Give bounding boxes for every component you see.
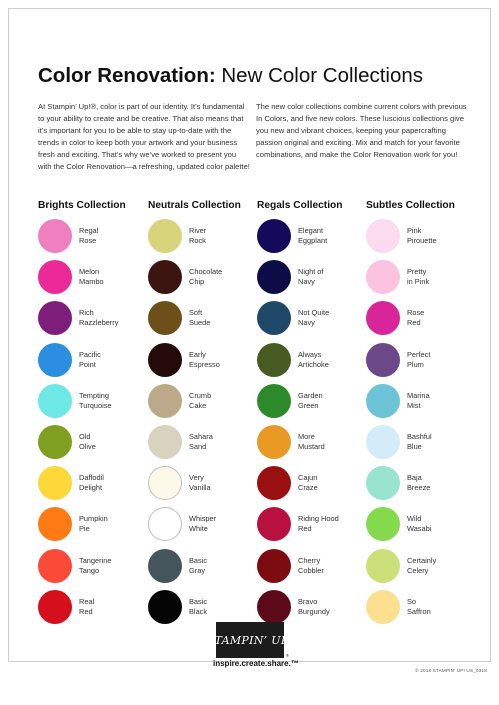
swatch-label-river-rock: River Rock [189, 226, 207, 245]
page-title [38, 64, 468, 88]
swatch-pink-pirouette [366, 219, 400, 253]
neutrals-collection-heading: Neutrals Collection [148, 200, 241, 211]
swatch-label-so-saffron: So Saffron [407, 596, 431, 616]
swatch-label-more-mustard: More Mustard [298, 432, 325, 451]
swatch-old-olive [38, 425, 72, 459]
swatch-label-daffodil-delight: Daffodil Delight [79, 473, 104, 493]
swatch-label-regal-rose: Regal Rose [79, 226, 99, 245]
swatch-label-marina-mist: Marina Mist [407, 390, 430, 410]
swatch-very-vanilla [148, 466, 182, 500]
swatch-label-tangerine-tango: Tangerine Tango [79, 555, 112, 575]
swatch-cherry-cobbler [257, 549, 291, 583]
swatch-label-cherry-cobbler: Cherry Cobbler [298, 555, 324, 575]
swatch-sahara-sand [148, 425, 182, 459]
swatch-cajun-craze [257, 466, 291, 500]
logo-registered-mark: ® [286, 653, 289, 658]
swatch-label-bashful-blue: Bashful Blue [407, 432, 432, 451]
swatch-label-old-olive: Old Olive [79, 432, 96, 451]
brights-collection-heading: Brights Collection [38, 200, 126, 211]
swatch-bashful-blue [366, 425, 400, 459]
swatch-label-not-quite-navy: Not Quite Navy [298, 308, 330, 328]
swatch-label-pink-pirouette: Pink Pirouette [407, 226, 437, 245]
swatch-label-chocolate-chip: Chocolate Chip [189, 267, 223, 287]
swatch-label-bravo-burgundy: Bravo Burgundy [298, 596, 330, 616]
intro-left-paragraph: At Stampin’ Up!®, color is part of our identity. It’s fundamental to your ability to create and be creative. That also means that it’s important for you to be able to stay up-to-date with the trends in color to keep both your artwork and your business fresh and exciting. That’s why we’ve worked to present you with the Color Renovation—a refreshing, updated color palette! [38, 102, 250, 172]
swatch-label-pretty-in-pink: Pretty in Pink [407, 267, 430, 287]
swatch-label-perfect-plum: Perfect Plum [407, 349, 431, 369]
swatch-label-sahara-sand: Sahara Sand [189, 432, 213, 451]
swatch-tangerine-tango [38, 549, 72, 583]
subtles-collection-heading: Subtles Collection [366, 200, 455, 211]
swatch-marina-mist [366, 384, 400, 418]
swatch-label-tempting-turquoise: Tempting Turquoise [79, 390, 112, 410]
swatch-label-pumpkin-pie: Pumpkin Pie [79, 514, 108, 534]
swatch-label-wild-wasabi: Wild Wasabi [407, 514, 432, 534]
swatch-real-red [38, 590, 72, 624]
swatch-label-night-of-navy: Night of Navy [298, 267, 324, 287]
swatch-label-riding-hood-red: Riding Hood Red [298, 514, 339, 534]
swatch-label-crumb-cake: Crumb Cake [189, 390, 212, 410]
swatch-label-melon-mambo: Melon Mambo [79, 267, 104, 287]
title-regular: New Color Collections [221, 64, 424, 87]
swatch-certainly-celery [366, 549, 400, 583]
swatch-label-basic-gray: Basic Gray [189, 555, 208, 575]
swatch-label-early-espresso: Early Espresso [189, 349, 220, 369]
swatch-label-baja-breeze: Baja Breeze [407, 473, 431, 493]
swatch-label-real-red: Real Red [79, 596, 95, 616]
swatch-label-pacific-point: Pacific Point [79, 349, 101, 369]
swatch-elegant-eggplant [257, 219, 291, 253]
swatch-river-rock [148, 219, 182, 253]
title-bold: Color Renovation: [38, 64, 216, 87]
swatch-label-cajun-craze: Cajun Craze [298, 473, 318, 493]
stampin-up-logo [206, 622, 294, 658]
swatch-label-rose-red: Rose Red [407, 308, 425, 328]
swatch-regal-rose [38, 219, 72, 253]
swatch-label-whisper-white: Whisper White [189, 514, 217, 534]
swatch-night-of-navy [257, 260, 291, 294]
swatch-baja-breeze [366, 466, 400, 500]
swatch-label-soft-suede: Soft Suede [189, 308, 211, 328]
swatch-label-garden-green: Garden Green [298, 390, 323, 410]
swatch-melon-mambo [38, 260, 72, 294]
swatch-early-espresso [148, 343, 182, 377]
swatch-label-basic-black: Basic Black [189, 596, 208, 616]
swatch-tempting-turquoise [38, 384, 72, 418]
tagline: inspire.create.share.™ [213, 659, 299, 668]
intro-right-paragraph: The new color collections combine current colors with previous In Colors, and five new colors. These luscious collections give you new and vibrant choices, keeping your papercrafting passion original and exciting. Mix and match for your favorite combinations, and make the Color Renovation work for you! [256, 102, 467, 160]
swatch-pretty-in-pink [366, 260, 400, 294]
regals-collection-heading: Regals Collection [257, 200, 343, 211]
swatch-daffodil-delight [38, 466, 72, 500]
swatch-label-rich-razzleberry: Rich Razzleberry [79, 308, 119, 328]
logo-text: STAMPIN’ UP! [206, 633, 294, 647]
swatch-crumb-cake [148, 384, 182, 418]
copyright-notice: © 2018 STAMPIN’ UP! US_0318 [415, 668, 487, 673]
swatch-perfect-plum [366, 343, 400, 377]
swatch-chocolate-chip [148, 260, 182, 294]
swatch-so-saffron [366, 590, 400, 624]
swatch-bravo-burgundy [257, 590, 291, 624]
swatch-pacific-point [38, 343, 72, 377]
swatch-label-certainly-celery: Certainly Celery [407, 555, 437, 575]
swatch-basic-black [148, 590, 182, 624]
swatch-label-very-vanilla: Very Vanilla [189, 473, 211, 493]
swatch-basic-gray [148, 549, 182, 583]
swatch-label-elegant-eggplant: Elegant Eggplant [298, 226, 328, 245]
swatch-label-always-artichoke: Always Artichoke [298, 349, 329, 369]
swatch-more-mustard [257, 425, 291, 459]
swatch-always-artichoke [257, 343, 291, 377]
swatch-garden-green [257, 384, 291, 418]
